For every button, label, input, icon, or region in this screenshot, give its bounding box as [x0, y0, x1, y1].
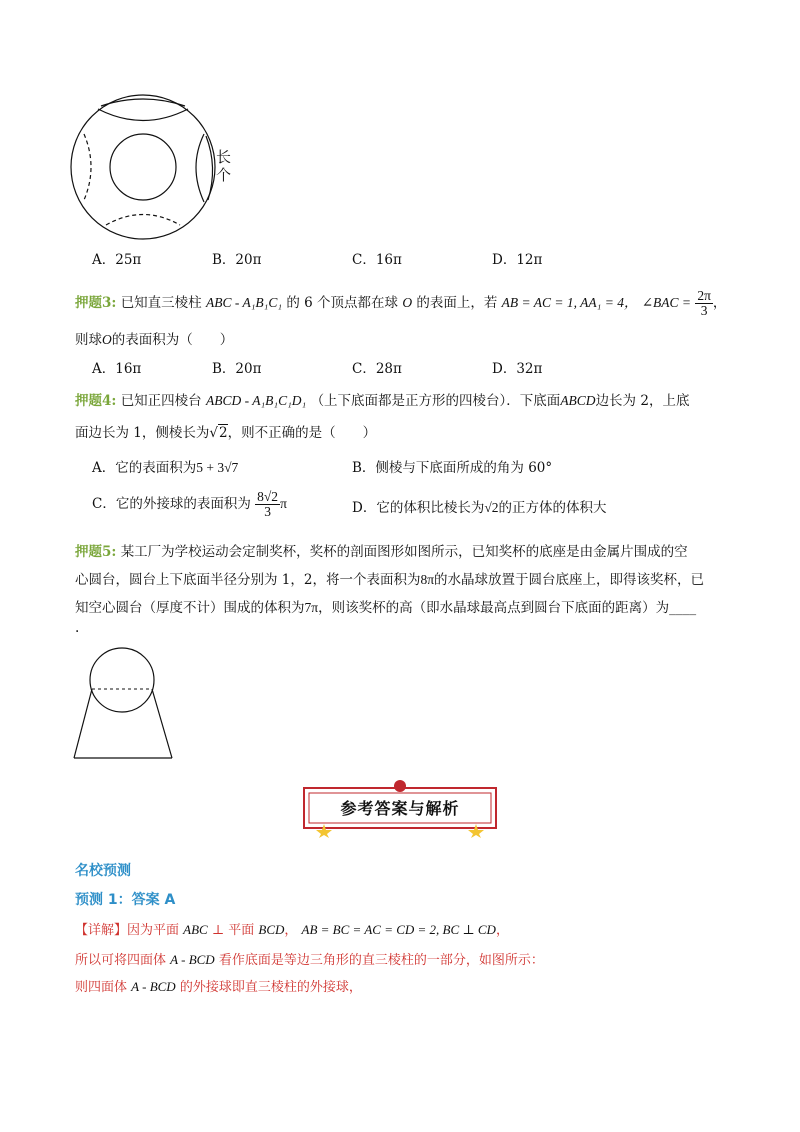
q3-option-b: B．20π: [212, 361, 262, 377]
q5-line3: 知空心圆台（厚度不计）围成的体积为7π，则该奖杯的高（即水晶球最高点到圆台下底面的距离）为____: [75, 600, 697, 616]
q3-condition: AB = AC = 1, AA₁ = 4，: [501, 295, 638, 311]
q4-option-b: B．侧棱与下底面所成的角为 60°: [352, 460, 553, 476]
answer-1-line3: 则四面体 A - BCD 的外接球即直三棱柱的外接球，: [75, 979, 362, 995]
q2-option-b: B．20π: [212, 252, 262, 268]
q2-option-d: D．12π: [492, 252, 543, 268]
q2-option-a: A．25π: [92, 252, 142, 268]
q3-option-c: C．28π: [352, 361, 402, 377]
q3-fraction: $\frac{2\pi}{3}$: [697, 288, 711, 319]
banner-title: 参考答案与解析: [340, 799, 460, 818]
q3-option-d: D．32π: [492, 361, 543, 377]
q3-prism: ABC - A₁B₁C₁: [205, 295, 283, 311]
q3-line1: 押题3: 已知直三棱柱 ABC - A₁B₁C₁ 的 6 个顶点都在球 O 的表面上，若 AB = AC = 1, AA₁ = 4， ∠BAC = $\frac{2\pi}{3}$ ，: [75, 288, 727, 319]
q3-text-b: 的 6 个顶点都在球: [286, 295, 399, 312]
q4-frustum: ABCD - A₁B₁C₁D₁: [205, 393, 307, 408]
figure-side-label: 长 个: [216, 148, 232, 184]
q4-option-c: C．它的外接球的表面积为 $\frac{8√2}{3}$ π: [92, 489, 287, 520]
answer-1-title: 预测 1：答案 A: [75, 892, 176, 908]
q5-line1: 押题5: 某工厂为学校运动会定制奖杯，奖杯的剖面图形如图所示，已知奖杯的底座是由金属片围成的空: [75, 544, 688, 560]
q3-line2: 则球O的表面积为（ ）: [75, 332, 234, 348]
q4-option-d: D．它的体积比棱长为√2的正方体的体积大: [352, 500, 607, 516]
q5-tag: 押题5:: [75, 544, 117, 560]
q3-text-c: 的表面上，若: [416, 295, 498, 312]
answer-1-line2: 所以可将四面体 A - BCD 看作底面是等边三角形的直三棱柱的一部分，如图所示：: [75, 952, 544, 968]
q4-line1: 押题4: 已知正四棱台 ABCD - A₁B₁C₁D₁ （上下底面都是正方形的四棱台）．下底面ABCD边长为 2，上底: [75, 393, 690, 409]
answer-1-line1: 【详解】因为平面 ABC ⊥ 平面 BCD， AB = BC = AC = CD = 2, BC ⊥ CD，: [75, 922, 509, 938]
q5-answer-blank: ____: [669, 600, 697, 616]
q5-dot: .: [75, 620, 80, 636]
q3-option-a: A．16π: [92, 361, 142, 377]
q3-angle: ∠BAC =: [641, 295, 692, 311]
q4-option-a: A．它的表面积为5 + 3√7: [92, 460, 239, 476]
section-heading: 名校预测: [75, 863, 131, 879]
q3-tag: 押题3:: [75, 295, 117, 312]
q5-line2: 心圆台，圆台上下底面半径分别为 1，2，将一个表面积为8π的水晶球放置于圆台底座上，即得该奖杯，已: [75, 572, 705, 588]
q3-text-a: 已知直三棱柱: [120, 295, 202, 312]
trophy-figure: [70, 638, 190, 763]
detail-tag: 【详解】: [75, 923, 128, 938]
q4-line2: 面边长为 1，侧棱长为√2，则不正确的是（ ）: [75, 425, 377, 441]
answer-banner: [302, 778, 498, 838]
q2-option-c: C．16π: [352, 252, 402, 268]
q4-tag: 押题4:: [75, 393, 117, 409]
q3-ball: O: [402, 295, 413, 311]
